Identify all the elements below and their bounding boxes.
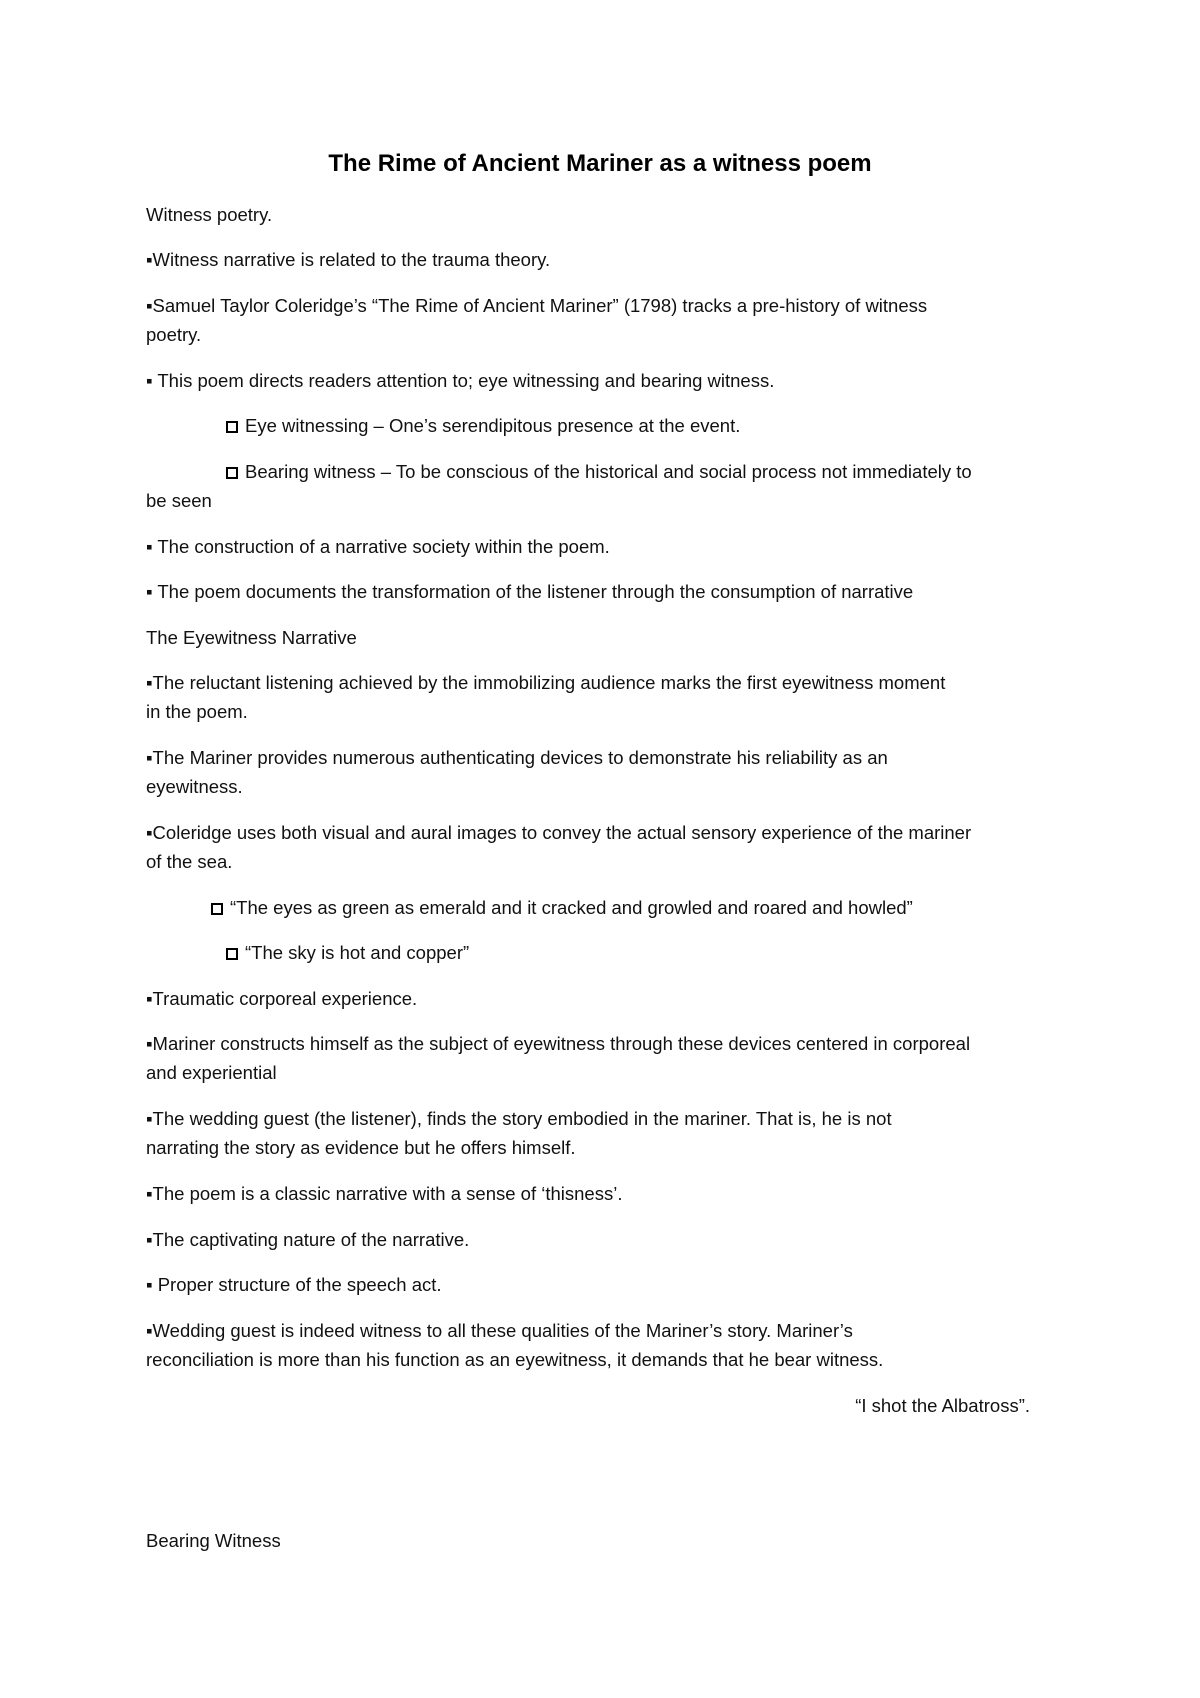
- text-line: ▪ This poem directs readers attention to; eye witnessing and bearing witness.: [146, 370, 775, 391]
- text-line: ▪The captivating nature of the narrative.: [146, 1229, 470, 1250]
- text-line: ▪ The poem documents the transformation of the listener through the consumption of narrative: [146, 581, 914, 602]
- text-line: reconciliation is more than his function as an eyewitness, it demands that he bear witness.: [146, 1349, 884, 1370]
- text-line: and experiential: [146, 1062, 277, 1083]
- text-line: ▪Samuel Taylor Coleridge’s “The Rime of Ancient Mariner” (1798) tracks a pre-history of witness: [146, 295, 928, 316]
- text-line: ▪The reluctant listening achieved by the immobilizing audience marks the first eyewitness moment: [146, 672, 946, 693]
- text-line: ▪The wedding guest (the listener), finds the story embodied in the mariner. That is, he is not: [146, 1108, 892, 1129]
- text-line: eyewitness.: [146, 776, 243, 797]
- checkbox-item-text: “The eyes as green as emerald and it cracked and growled and roared and howled”: [230, 897, 913, 918]
- document-title: The Rime of Ancient Mariner as a witness poem: [328, 150, 872, 177]
- checkbox-icon: [226, 948, 238, 960]
- text-line: ▪Mariner constructs himself as the subject of eyewitness through these devices centered in corporeal: [146, 1033, 971, 1054]
- text-line: ▪Wedding guest is indeed witness to all these qualities of the Mariner’s story. Mariner’s: [146, 1320, 853, 1341]
- text-line: in the poem.: [146, 701, 248, 722]
- quote-line: “I shot the Albatross”.: [855, 1395, 1030, 1416]
- text-line: ▪The poem is a classic narrative with a sense of ‘thisness’.: [146, 1183, 623, 1204]
- text-line: be seen: [146, 490, 212, 511]
- text-line: ▪ Proper structure of the speech act.: [146, 1274, 442, 1295]
- text-line: ▪Traumatic corporeal experience.: [146, 988, 418, 1009]
- checkbox-item-text: “The sky is hot and copper”: [245, 942, 470, 963]
- checkbox-item: [211, 896, 913, 920]
- checkbox-icon: [211, 903, 223, 915]
- text-line: of the sea.: [146, 851, 233, 872]
- text-line: narrating the story as evidence but he offers himself.: [146, 1137, 576, 1158]
- checkbox-item: [226, 414, 740, 438]
- text-line: ▪Coleridge uses both visual and aural images to convey the actual sensory experience of the mariner: [146, 822, 972, 843]
- checkbox-item-text: Bearing witness – To be conscious of the historical and social process not immediately to: [245, 461, 972, 482]
- checkbox-item: [226, 941, 469, 965]
- text-line: poetry.: [146, 324, 202, 345]
- text-line: ▪The Mariner provides numerous authenticating devices to demonstrate his reliability as an: [146, 747, 888, 768]
- text-line: ▪Witness narrative is related to the trauma theory.: [146, 249, 551, 270]
- checkbox-item: [226, 460, 972, 484]
- checkbox-item-text: Eye witnessing – One’s serendipitous presence at the event.: [245, 415, 741, 436]
- checkbox-icon: [226, 421, 238, 433]
- checkbox-icon: [226, 467, 238, 479]
- section-heading: The Eyewitness Narrative: [146, 627, 357, 648]
- text-line: Witness poetry.: [146, 204, 273, 225]
- section-heading: Bearing Witness: [146, 1530, 281, 1551]
- text-line: ▪ The construction of a narrative society within the poem.: [146, 536, 610, 557]
